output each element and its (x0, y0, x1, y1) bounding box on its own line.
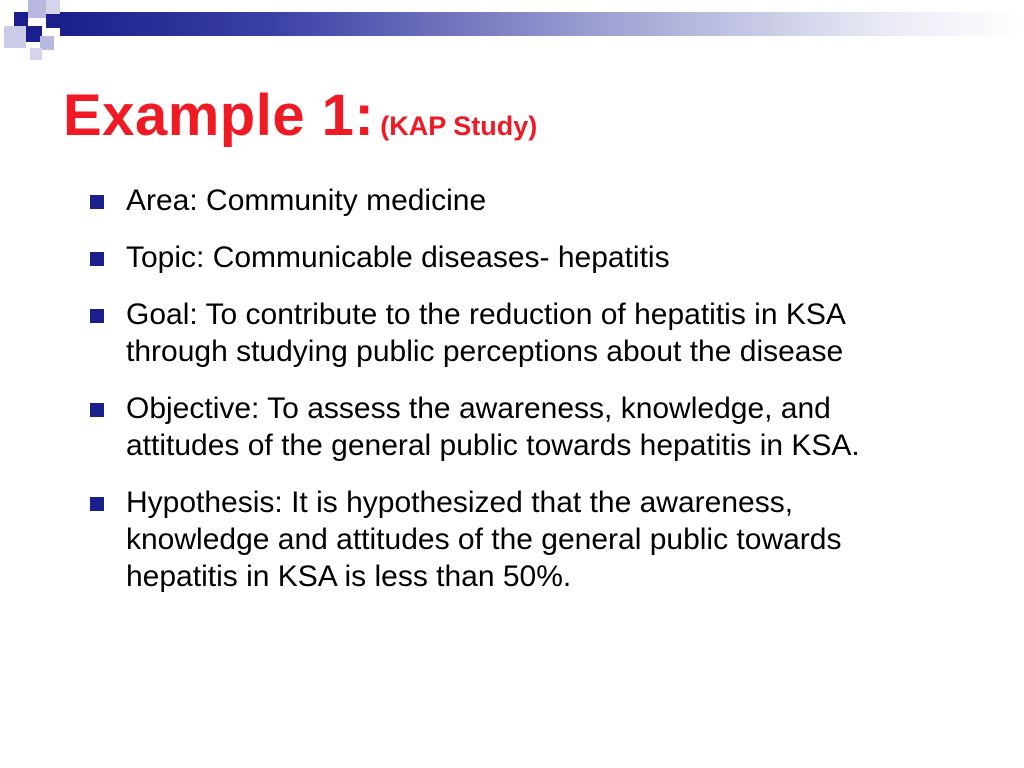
square-bullet-icon (90, 252, 104, 266)
square-bullet-icon (90, 195, 104, 209)
square-bullet-icon (90, 403, 104, 417)
decorative-square (46, 0, 60, 14)
bullet-text: Goal: To contribute to the reduction of hepatitis in KSA through studying public perceptions about the disease (126, 298, 845, 368)
bullet-item-objective (90, 390, 930, 464)
bullet-text: Objective: To assess the awareness, knowledge, and attitudes of the general public towards hepatitis in KSA. (126, 392, 860, 462)
bullet-item-topic (90, 239, 930, 276)
square-bullet-icon (90, 497, 104, 511)
bullet-list (90, 182, 930, 615)
square-bullet-icon (90, 309, 104, 323)
bullet-text: Area: Community medicine (126, 184, 487, 217)
decorative-square (28, 0, 46, 18)
decorative-square (4, 26, 26, 48)
title-main: Example 1: (63, 83, 375, 148)
bullet-item-hypothesis (90, 484, 930, 595)
slide-title (63, 82, 537, 149)
decorative-square (40, 36, 54, 50)
bullet-text: Hypothesis: It is hypothesized that the awareness, knowledge and attitudes of the general public towards hepatitis in KSA is less than 50%. (126, 486, 842, 593)
decorative-square (14, 12, 28, 26)
header-gradient-bar (60, 12, 1024, 36)
title-subtitle: (KAP Study) (380, 111, 538, 141)
bullet-text: Topic: Communicable diseases- hepatitis (126, 241, 670, 274)
decorative-square (46, 14, 60, 28)
bullet-item-goal (90, 296, 930, 370)
decorative-square (30, 48, 42, 60)
bullet-item-area (90, 182, 930, 219)
